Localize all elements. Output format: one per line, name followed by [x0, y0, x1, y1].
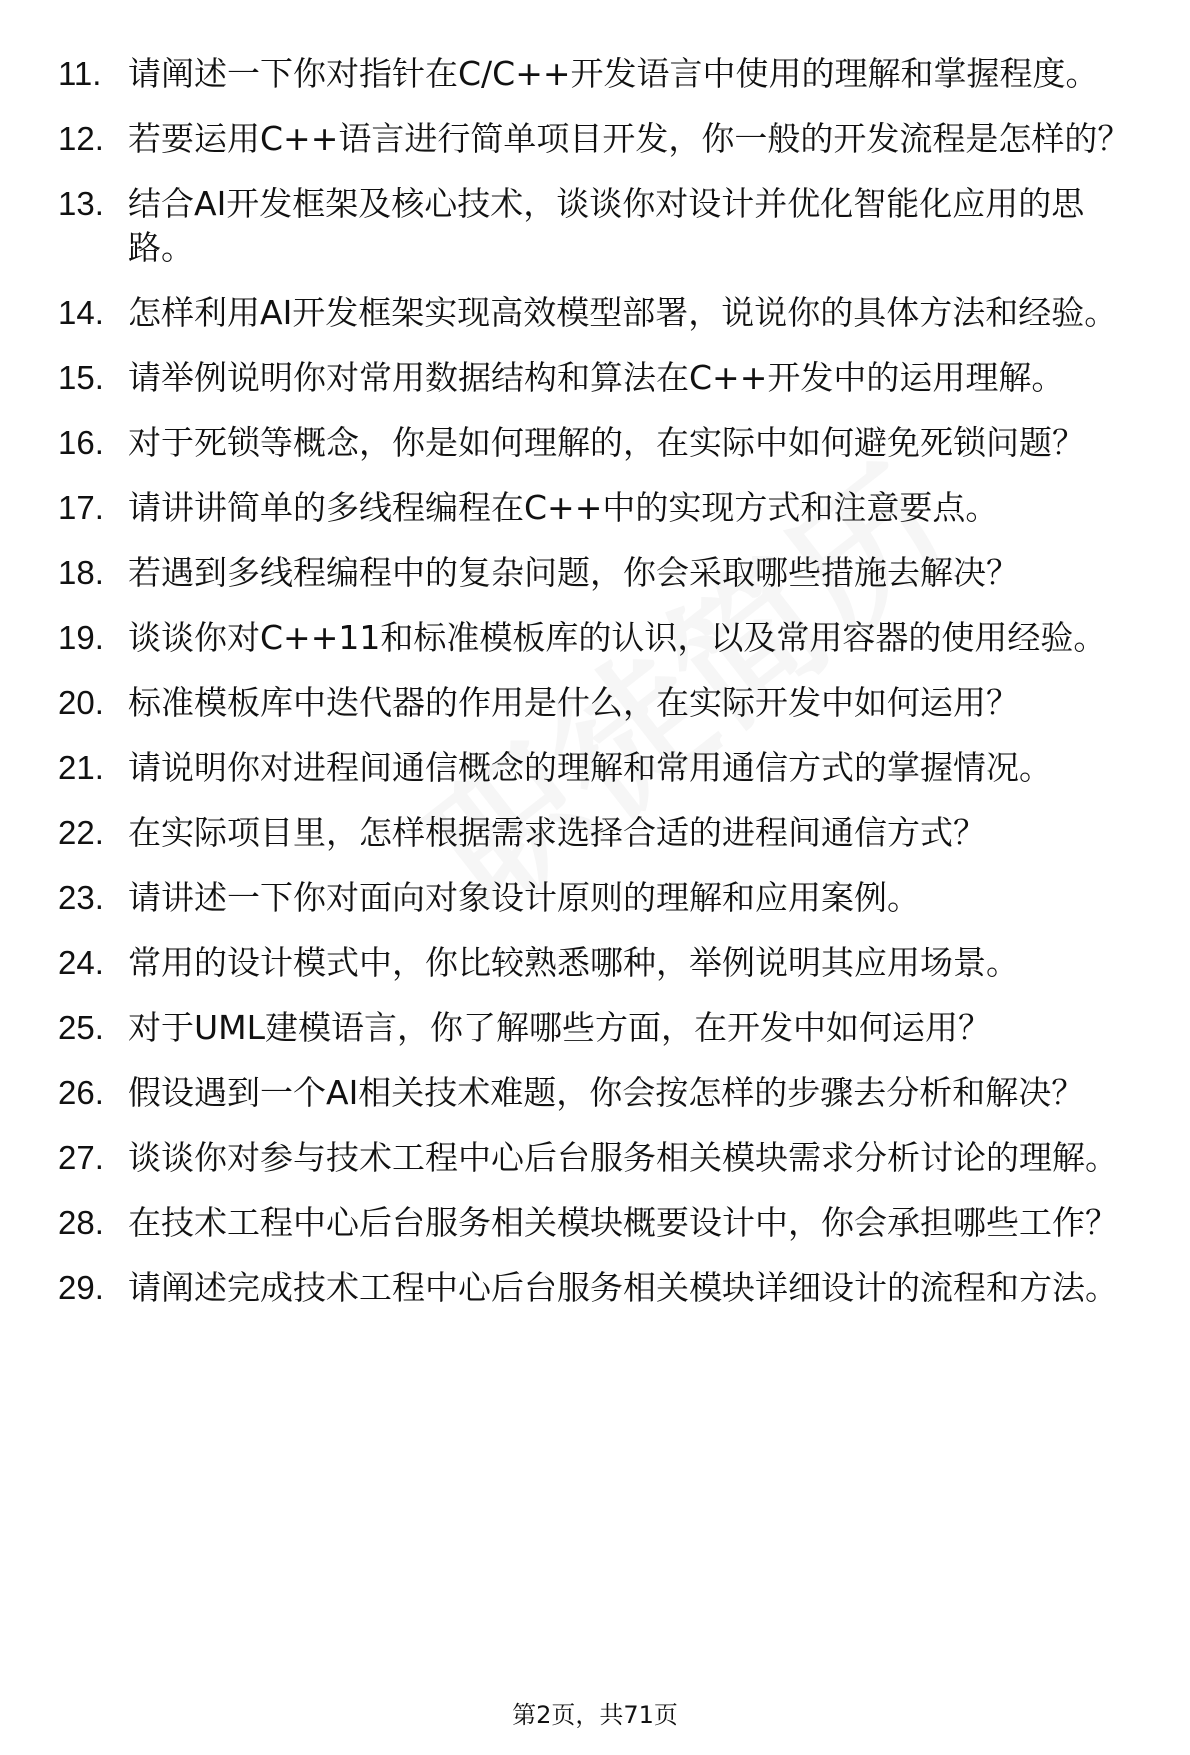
question-text: 常用的设计模式中，你比较熟悉哪种，举例说明其应用场景。 — [128, 943, 1019, 982]
question-text: 若要运用C++语言进行简单项目开发，你一般的开发流程是怎样的？ — [128, 119, 1131, 158]
question-item-23 — [0, 876, 1190, 920]
question-item-27 — [0, 1136, 1190, 1180]
question-text: 请阐述完成技术工程中心后台服务相关模块详细设计的流程和方法。 — [128, 1268, 1118, 1307]
question-item-22 — [0, 811, 1190, 855]
question-text: 请举例说明你对常用数据结构和算法在C++开发中的运用理解。 — [128, 358, 1065, 397]
question-text: 结合AI开发框架及核心技术，谈谈你对设计并优化智能化应用的思路。 — [128, 184, 1085, 267]
question-item-24 — [0, 941, 1190, 985]
question-item-21 — [0, 746, 1190, 790]
question-number: 22. — [58, 814, 104, 851]
question-text: 在技术工程中心后台服务相关模块概要设计中，你会承担哪些工作？ — [128, 1203, 1118, 1242]
question-item-13 — [0, 182, 1190, 270]
question-number: 28. — [58, 1204, 104, 1241]
question-text: 标准模板库中迭代器的作用是什么，在实际开发中如何运用？ — [128, 683, 1019, 722]
question-number: 29. — [58, 1269, 104, 1306]
question-text: 怎样利用AI开发框架实现高效模型部署，说说你的具体方法和经验。 — [128, 293, 1118, 332]
question-number: 26. — [58, 1074, 104, 1111]
question-list — [0, 52, 1190, 1331]
question-text: 假设遇到一个AI相关技术难题，你会按怎样的步骤去分析和解决？ — [128, 1073, 1085, 1112]
question-number: 19. — [58, 619, 104, 656]
question-item-19 — [0, 616, 1190, 660]
question-number: 20. — [58, 684, 104, 721]
question-number: 18. — [58, 554, 104, 591]
question-item-16 — [0, 421, 1190, 465]
question-text: 请讲述一下你对面向对象设计原则的理解和应用案例。 — [128, 878, 920, 917]
question-item-29 — [0, 1266, 1190, 1310]
question-number: 24. — [58, 944, 104, 981]
question-text: 请说明你对进程间通信概念的理解和常用通信方式的掌握情况。 — [128, 748, 1052, 787]
question-number: 21. — [58, 749, 104, 786]
question-item-12 — [0, 117, 1190, 161]
question-number: 17. — [58, 489, 104, 526]
question-text: 对于死锁等概念，你是如何理解的，在实际中如何避免死锁问题？ — [128, 423, 1085, 462]
question-text: 对于UML建模语言，你了解哪些方面，在开发中如何运用？ — [128, 1008, 992, 1047]
question-item-17 — [0, 486, 1190, 530]
question-number: 23. — [58, 879, 104, 916]
question-item-25 — [0, 1006, 1190, 1050]
question-item-14 — [0, 291, 1190, 335]
question-text: 谈谈你对C++11和标准模板库的认识，以及常用容器的使用经验。 — [128, 618, 1107, 657]
question-text: 请阐述一下你对指针在C/C++开发语言中使用的理解和掌握程度。 — [128, 54, 1099, 93]
question-number: 12. — [58, 120, 104, 157]
question-number: 27. — [58, 1139, 104, 1176]
question-number: 16. — [58, 424, 104, 461]
page-indicator: 第2页，共71页 — [512, 1701, 678, 1729]
question-text: 请讲讲简单的多线程编程在C++中的实现方式和注意要点。 — [128, 488, 999, 527]
question-item-11 — [0, 52, 1190, 96]
question-text: 若遇到多线程编程中的复杂问题，你会采取哪些措施去解决？ — [128, 553, 1019, 592]
question-text: 谈谈你对参与技术工程中心后台服务相关模块需求分析讨论的理解。 — [128, 1138, 1118, 1177]
question-item-15 — [0, 356, 1190, 400]
question-number: 15. — [58, 359, 104, 396]
question-item-18 — [0, 551, 1190, 595]
question-number: 14. — [58, 294, 104, 331]
question-item-28 — [0, 1201, 1190, 1245]
question-number: 11. — [58, 55, 102, 92]
question-text: 在实际项目里，怎样根据需求选择合适的进程间通信方式？ — [128, 813, 986, 852]
question-number: 13. — [58, 185, 104, 222]
page-footer — [0, 1700, 1190, 1730]
question-item-20 — [0, 681, 1190, 725]
question-number: 25. — [58, 1009, 104, 1046]
question-item-26 — [0, 1071, 1190, 1115]
